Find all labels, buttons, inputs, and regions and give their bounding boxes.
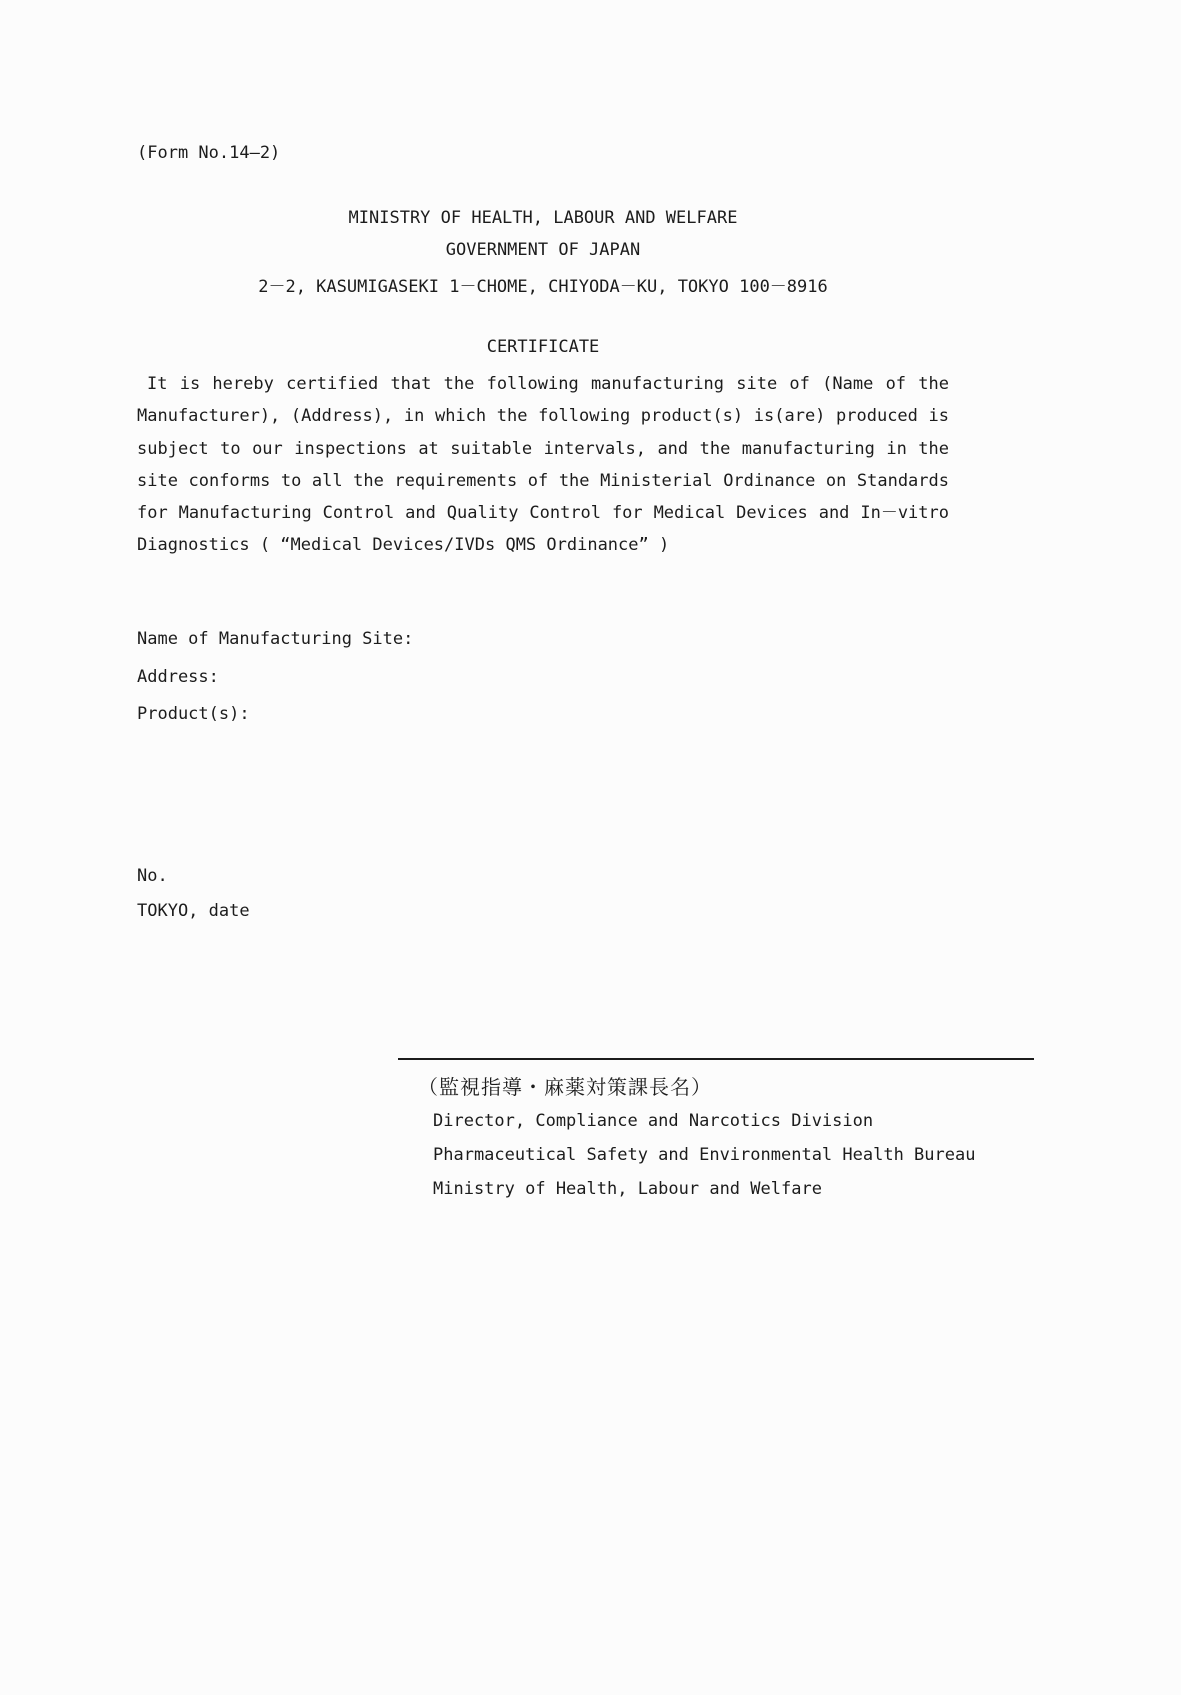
header-ministry-line: MINISTRY OF HEALTH, LABOUR AND WELFARE xyxy=(348,208,738,228)
form-number: (Form No.14—2) xyxy=(137,143,281,163)
body-line: site conforms to all the requirements of the Ministerial Ordinance on Standards xyxy=(137,470,949,491)
signature-bureau-line: Pharmaceutical Safety and Environmental Health Bureau xyxy=(433,1145,976,1165)
field-products-label: Product(s): xyxy=(137,704,250,724)
field-number-label: No. xyxy=(137,866,168,886)
certificate-title: CERTIFICATE xyxy=(486,337,600,357)
field-tokyo-date-label: TOKYO, date xyxy=(137,901,250,921)
header-address-line: 2－2, KASUMIGASEKI 1－CHOME, CHIYODA－KU, TOKYO 100－8916 xyxy=(258,277,828,297)
signature-ministry-line: Ministry of Health, Labour and Welfare xyxy=(433,1179,822,1199)
signature-rule xyxy=(398,1058,1034,1060)
signature-jp-division-label: （監視指導・麻薬対策課長名） xyxy=(418,1075,712,1099)
field-address-label: Address: xyxy=(137,667,219,687)
body-line: for Manufacturing Control and Quality Control for Medical Devices and In－vitro xyxy=(137,503,949,524)
signature-director-line: Director, Compliance and Narcotics Division xyxy=(433,1111,874,1131)
body-line: It is hereby certified that the following manufacturing site of (Name of the xyxy=(147,374,949,394)
certificate-body xyxy=(137,368,949,562)
field-manufacturing-site-label: Name of Manufacturing Site: xyxy=(137,629,414,649)
body-line: Diagnostics ( “Medical Devices/IVDs QMS Ordinance” ) xyxy=(137,535,670,556)
body-line: Manufacturer), (Address), in which the following product(s) is(are) produced is xyxy=(137,406,949,427)
body-line: subject to our inspections at suitable intervals, and the manufacturing in the xyxy=(137,438,949,459)
header-government-line: GOVERNMENT OF JAPAN xyxy=(445,240,641,260)
